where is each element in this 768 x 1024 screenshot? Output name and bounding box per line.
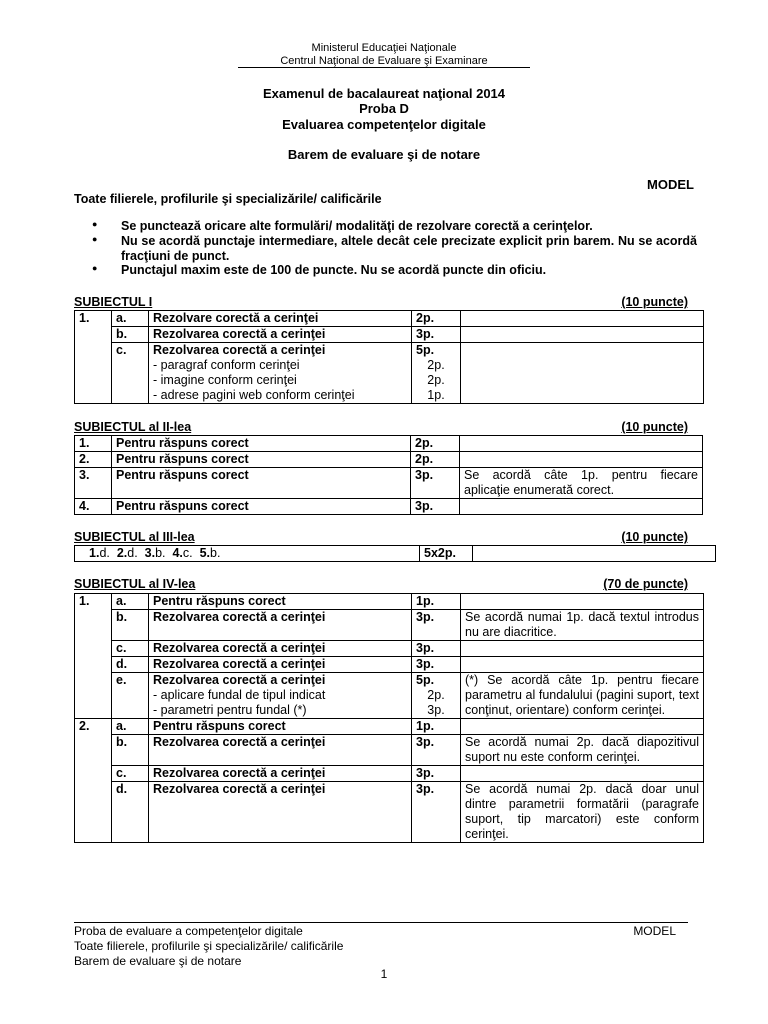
criterion: Rezolvarea corectă a cerinţei — [149, 735, 412, 766]
footer-line: Proba de evaluare a competenţelor digitale MODEL — [74, 924, 676, 938]
score: 3p. — [412, 610, 461, 641]
footer-divider — [74, 922, 688, 923]
subpoint: e. — [112, 673, 149, 719]
section-title: SUBIECTUL al III-lea — [74, 530, 195, 544]
score: 5p. 2p. 2p. 1p. — [412, 343, 461, 404]
section-points: (10 puncte) — [621, 420, 688, 434]
subpoint: a. — [112, 719, 149, 735]
criterion: Rezolvarea corectă a cerinţei — [149, 327, 412, 343]
note: (*) Se acordă câte 1p. pentru fiecare parametru al fundalului (pagini suport, text conţinut, orientare) conform cerinţei. — [461, 673, 704, 719]
note — [461, 327, 704, 343]
note — [461, 343, 704, 404]
footer-model: MODEL — [633, 924, 676, 938]
criterion: Pentru răspuns corect — [112, 452, 411, 468]
score: 3p. — [412, 735, 461, 766]
criterion: Rezolvarea corectă a cerinţei — [149, 610, 412, 641]
note: Se acordă câte 1p. pentru fiecare aplicaţie enumerată corect. — [460, 468, 703, 499]
answer-key: 1.d. 2.d. 3.b. 4.c. 5.b. — [75, 546, 420, 562]
document-title: Barem de evaluare şi de notare — [287, 147, 481, 162]
subject4-table — [74, 593, 704, 843]
center-name: Centrul Naţional de Evaluare şi Examinare — [280, 55, 488, 67]
bullet-icon: ● — [92, 219, 98, 229]
bullet-icon: ● — [92, 234, 98, 244]
section-title: SUBIECTUL al II-lea — [74, 420, 192, 434]
table-row — [75, 546, 716, 562]
header-divider — [238, 67, 530, 68]
bullet-item: ● Se punctează oricare alte formulări/ modalităţi de rezolvare corectă a cerinţelor. — [92, 219, 593, 233]
subpoint: c. — [112, 641, 149, 657]
note: Se acordă numai 2p. dacă doar unul dintre parametrii formatării (paragrafe suport, tip marcatori) este conform cerinţei. — [461, 782, 704, 843]
question-number: 1. — [75, 436, 112, 452]
score: 2p. — [411, 452, 460, 468]
criterion: Pentru răspuns corect — [149, 594, 412, 610]
table-row — [75, 311, 704, 327]
score: 3p. — [412, 766, 461, 782]
section-points: (10 puncte) — [621, 295, 688, 309]
bullet-icon: ● — [92, 263, 98, 273]
subpoint: d. — [112, 657, 149, 673]
note — [461, 719, 704, 735]
criterion: Rezolvarea corectă a cerinţei — [149, 766, 412, 782]
footer-line: Barem de evaluare şi de notare — [74, 954, 242, 968]
footer-line: Toate filierele, profilurile şi specializările/ calificările — [74, 939, 344, 953]
criterion: Rezolvarea corectă a cerinţei — [149, 657, 412, 673]
subpoint: b. — [112, 327, 149, 343]
section-title: SUBIECTUL al IV-lea — [74, 577, 196, 591]
criterion: Pentru răspuns corect — [112, 468, 411, 499]
criterion: Pentru răspuns corect — [112, 436, 411, 452]
table-row — [75, 468, 703, 499]
page-number: 1 — [380, 967, 388, 981]
note — [460, 499, 703, 515]
model-label: MODEL — [647, 177, 694, 192]
criterion: Rezolvarea corectă a cerinţei - paragraf conform cerinţei - imagine conform cerinţei - adrese pagini web conform cerinţei — [149, 343, 412, 404]
table-row — [75, 735, 704, 766]
subpoint: d. — [112, 782, 149, 843]
question-number: 2. — [75, 719, 112, 843]
exam-proba: Proba D — [359, 101, 409, 116]
subject2-table — [74, 435, 703, 515]
table-row — [75, 436, 703, 452]
bullet-item: ● Punctajul maxim este de 100 de puncte. Nu se acordă puncte din oficiu. — [92, 263, 547, 277]
table-row — [75, 641, 704, 657]
score: 3p. — [412, 641, 461, 657]
exam-subtitle: Evaluarea competenţelor digitale — [282, 117, 486, 132]
section-points: (70 de puncte) — [603, 577, 688, 591]
score: 1p. — [412, 719, 461, 735]
table-row — [75, 594, 704, 610]
audience-text: Toate filierele, profilurile şi specializările/ calificările — [74, 192, 382, 206]
note: Se acordă numai 2p. dacă diapozitivul suport nu este conform cerinţei. — [461, 735, 704, 766]
score: 5p. 2p. 3p. — [412, 673, 461, 719]
question-number: 1. — [75, 594, 112, 719]
note — [461, 766, 704, 782]
subject1-table — [74, 310, 704, 404]
section-points: (10 puncte) — [621, 530, 688, 544]
score: 5x2p. — [420, 546, 473, 562]
table-row — [75, 673, 704, 719]
note — [460, 452, 703, 468]
table-row — [75, 782, 704, 843]
table-row — [75, 343, 704, 404]
exam-title: Examenul de bacalaureat naţional 2014 — [262, 86, 506, 101]
note — [473, 546, 716, 562]
criterion: Rezolvarea corectă a cerinţei — [149, 782, 412, 843]
note — [461, 594, 704, 610]
section-title: SUBIECTUL I — [74, 295, 153, 309]
score: 1p. — [412, 594, 461, 610]
table-row — [75, 719, 704, 735]
subpoint: a. — [112, 311, 149, 327]
note — [461, 657, 704, 673]
score: 2p. — [411, 436, 460, 452]
table-row — [75, 452, 703, 468]
subject3-table — [74, 545, 716, 562]
criterion: Rezolvare corectă a cerinţei — [149, 311, 412, 327]
subpoint: a. — [112, 594, 149, 610]
note — [461, 641, 704, 657]
criterion: Rezolvarea corectă a cerinţei — [149, 641, 412, 657]
score: 3p. — [412, 657, 461, 673]
subpoint: b. — [112, 735, 149, 766]
question-number: 4. — [75, 499, 112, 515]
table-row — [75, 327, 704, 343]
score: 2p. — [412, 311, 461, 327]
question-number: 2. — [75, 452, 112, 468]
criterion: Pentru răspuns corect — [149, 719, 412, 735]
score: 3p. — [411, 468, 460, 499]
subpoint: c. — [112, 766, 149, 782]
table-row — [75, 499, 703, 515]
subpoint: b. — [112, 610, 149, 641]
criterion: Rezolvarea corectă a cerinţei - aplicare fundal de tipul indicat - parametri pentru fundal (*) — [149, 673, 412, 719]
score: 3p. — [412, 782, 461, 843]
bullet-item: ● Nu se acordă punctaje intermediare, altele decât cele precizate explicit prin barem. Nu se acordă fracţiuni de punct. — [92, 234, 697, 263]
note — [460, 436, 703, 452]
table-row — [75, 766, 704, 782]
score: 3p. — [411, 499, 460, 515]
score: 3p. — [412, 327, 461, 343]
question-number: 3. — [75, 468, 112, 499]
note — [461, 311, 704, 327]
question-number: 1. — [75, 311, 112, 404]
table-row — [75, 610, 704, 641]
subpoint: c. — [112, 343, 149, 404]
criterion: Pentru răspuns corect — [112, 499, 411, 515]
ministry-name: Ministerul Educaţiei Naţionale — [311, 42, 457, 54]
note: Se acordă numai 1p. dacă textul introdus nu are diacritice. — [461, 610, 704, 641]
table-row — [75, 657, 704, 673]
